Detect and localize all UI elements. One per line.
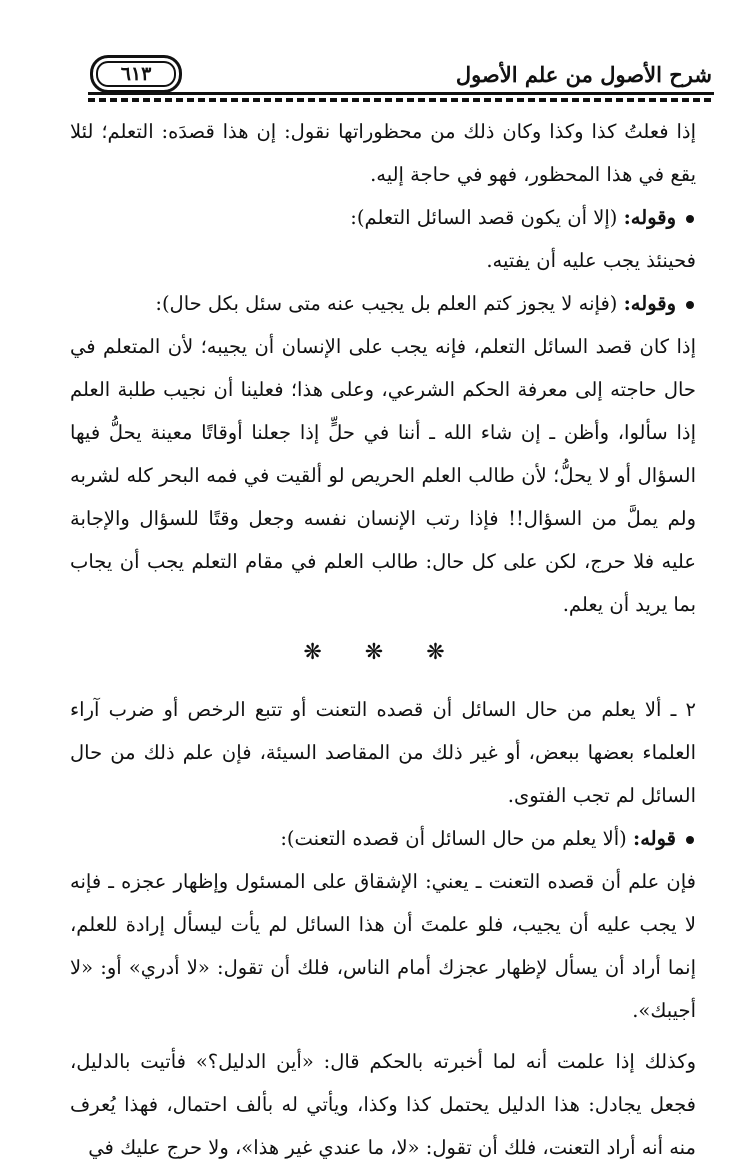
section-separator: ❋ ❋ ❋ — [303, 640, 463, 665]
quote-line — [70, 282, 696, 325]
paragraph: فإن علم أن قصده التعنت ـ يعني: الإشقاق على المسئول وإظهار عجزه ـ فإنه لا يجب عليه أن يجيب، فلو علمتَ أن هذا السائل لم يأت ليسأل إرادة للعلم، إنما أراد أن يسأل لإظهار عجزك أمام الناس، فلك أن تقول: «لا أدري» أو: «لا أجيبك». — [70, 870, 696, 1022]
quote-label: وقوله: — [623, 292, 676, 315]
quote-line — [70, 196, 696, 239]
paragraph: فحينئذ يجب عليه أن يفتيه. — [486, 249, 696, 272]
quote-text: (ألا يعلم من حال السائل أن قصده التعنت): — [280, 827, 627, 850]
paragraph: إذا فعلتُ كذا وكذا وكان ذلك من محظوراتها نقول: إن هذا قصدَه: التعلم؛ لئلا يقع في هذا المحظور، فهو في حاجة إليه. — [70, 120, 696, 186]
quote-label: قوله: — [633, 827, 676, 850]
quote-text: (إلا أن يكون قصد السائل التعلم): — [350, 206, 618, 229]
quote-line — [70, 817, 696, 860]
quote-text: (فإنه لا يجوز كتم العلم بل يجيب عنه متى سئل بكل حال): — [155, 292, 618, 315]
page-number: ٦١٣ — [120, 63, 152, 85]
running-header-title: شرح الأصول من علم الأصول — [455, 62, 712, 87]
paragraph: وكذلك إذا علمت أنه لما أخبرته بالحكم قال: «أين الدليل؟» فأتيت بالدليل، فجعل يجادل: هذا الدليل يحتمل كذا وكذا، ويأتي له بألف احتمال، فهذا يُعرف منه أنه أراد التعنت، فلك أن تقول: «لا، ما عندي غير هذا»، ولا حرج عليك في — [70, 1050, 696, 1159]
bullet-icon — [686, 301, 694, 309]
paragraph: ٢ ـ ألا يعلم من حال السائل أن قصده التعنت أو تتبع الرخص أو ضرب آراء العلماء بعضها ببعض، أو غير ذلك من المقاصد السيئة، فإن علم ذلك من حال السائل لم تجب الفتوى. — [70, 698, 696, 807]
paragraph: إذا كان قصد السائل التعلم، فإنه يجب على الإنسان أن يجيبه؛ لأن المتعلم في حال حاجته إلى معرفة الحكم الشرعي، وعلى هذا؛ فعلينا أن نجيب طلبة العلم إذا سألوا، وأظن ـ إن شاء الله ـ أننا في حلٍّ إذا جعلنا أوقاتًا معينة يحلُّ فيها السؤال أو لا يحلُّ؛ لأن طالب العلم الحريص لو ألقيت في فمه البحر كله لشربه ولم يملَّ من السؤال!! فإذا رتب الإنسان نفسه وجعل وقتًا للسؤال والإجابة عليه فلا حرج، لكن على كل حال: طالب العلم في مقام التعلم يجب أن يجاب بما يريد أن يعلم. — [70, 335, 696, 616]
page-number-badge — [90, 55, 182, 93]
quote-label: وقوله: — [623, 206, 676, 229]
header-rule — [88, 92, 714, 95]
page-body — [70, 110, 696, 1169]
spacer — [70, 1032, 696, 1040]
header-dashed-rule — [88, 98, 714, 102]
bullet-icon — [686, 836, 694, 844]
bullet-icon — [686, 215, 694, 223]
